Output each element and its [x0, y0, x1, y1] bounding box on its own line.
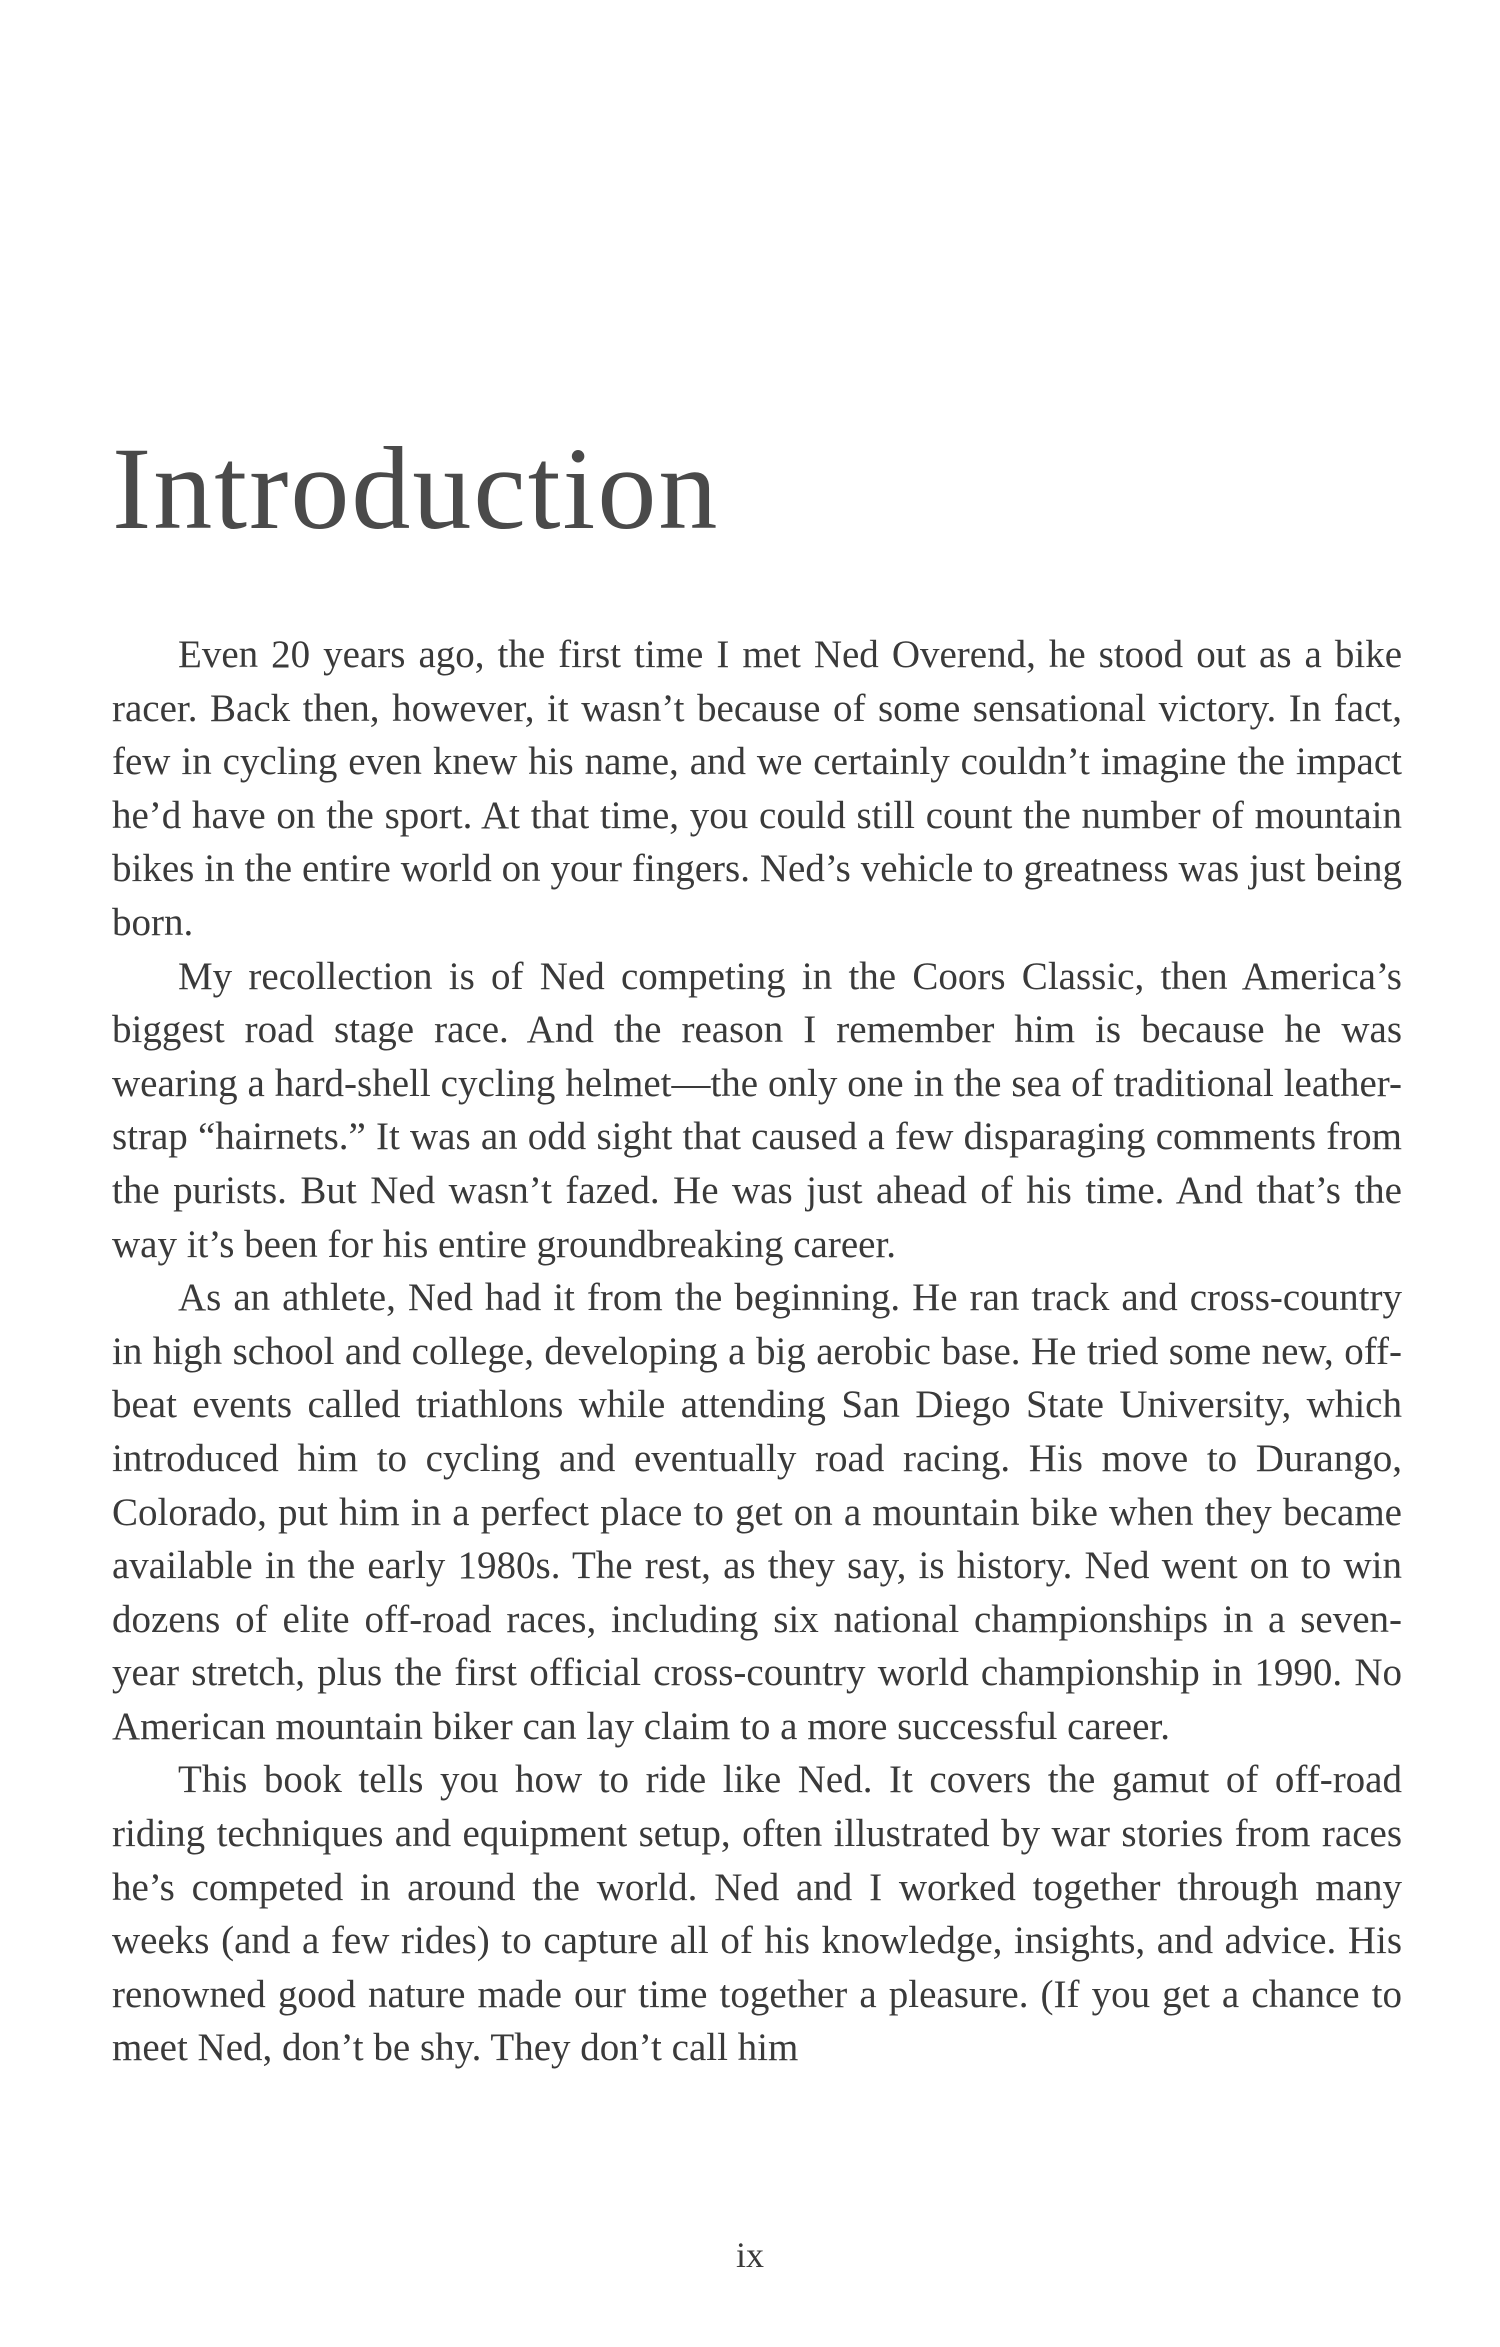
body-text: [112, 628, 1402, 2075]
page-number: ix: [735, 2235, 764, 2275]
chapter-title: Introduction: [112, 423, 720, 554]
paragraph-3: As an athlete, Ned had it from the beginning. He ran track and cross-country in high school and college, developing a big aerobic base. He tried some new, off-beat events called triathlons while attending San Diego State University, which introduced him to cycling and eventually road racing. His move to Durango, Colorado, put him in a perfect place to get on a mountain bike when they became available in the early 1980s. The rest, as they say, is history. Ned went on to win dozens of elite off-road races, including six national championships in a seven-year stretch, plus the first official cross-country world championship in 1990. No American mountain biker can lay claim to a more successful career.: [112, 1276, 1402, 1748]
paragraph-1: Even 20 years ago, the first time I met Ned Overend, he stood out as a bike racer. Back then, however, it wasn’t because of some sensational victory. In fact, few in cycling even knew his name, and we certainly couldn’t imagine the impact he’d have on the sport. At that time, you could still count the number of mountain bikes in the entire world on your fingers. Ned’s vehicle to greatness was just being born.: [112, 633, 1402, 944]
paragraph-4: This book tells you how to ride like Ned. It covers the gamut of off-road riding techniques and equipment setup, often illustrated by war stories from races he’s competed in around the world. Ned and I worked together through many weeks (and a few rides) to capture all of his knowledge, insights, and advice. His renowned good nature made our time together a pleasure. (If you get a chance to meet Ned, don’t be shy. They don’t call him: [112, 1758, 1402, 2070]
paragraph-2: My recollection is of Ned competing in the Coors Classic, then America’s biggest road stage race. And the reason I remember him is because he was wearing a hard-shell cycling helmet—the only one in the sea of traditional leather-strap “hairnets.” It was an odd sight that caused a few disparaging comments from the purists. But Ned wasn’t fazed. He was just ahead of his time. And that’s the way it’s been for his entire groundbreaking career.: [112, 954, 1402, 1266]
